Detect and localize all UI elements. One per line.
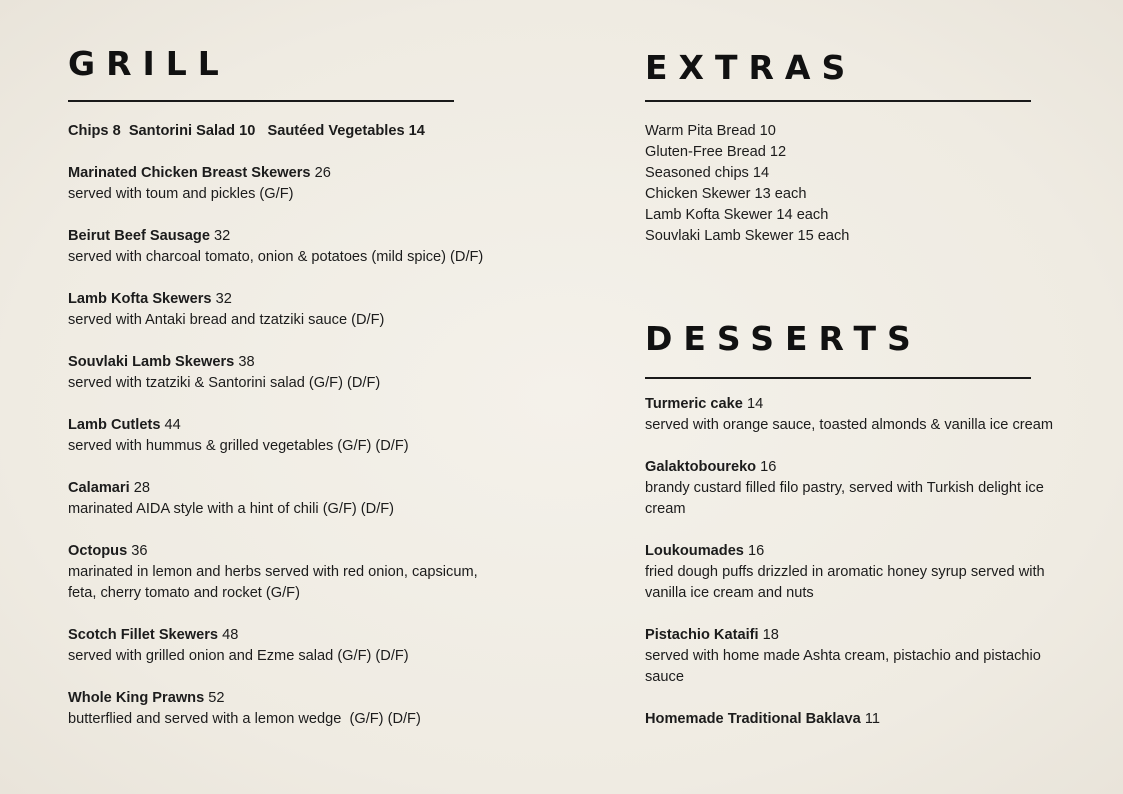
extras-line: Seasoned chips 14 <box>645 165 770 181</box>
item-price: 16 <box>760 459 777 475</box>
item-name: Homemade Traditional Baklava <box>645 711 861 727</box>
item-description: served with grilled onion and Ezme salad (G/F) (D/F) <box>68 648 409 664</box>
item-name: Galaktoboureko <box>645 459 757 475</box>
grill-heading: GRILL <box>68 44 230 83</box>
item-description: served with orange sauce, toasted almonds & vanilla ice cream <box>645 417 1054 433</box>
item-name: Calamari <box>68 480 130 496</box>
menu-item <box>68 415 568 457</box>
item-price: 14 <box>746 396 764 412</box>
item-name: Octopus <box>68 543 128 559</box>
menu-item <box>645 457 1077 520</box>
menu-item <box>68 289 568 331</box>
item-name: Beirut Beef Sausage <box>68 228 210 244</box>
item-price: 52 <box>208 690 225 706</box>
grill-items <box>68 121 568 751</box>
item-name: Whole King Prawns <box>68 690 205 706</box>
item-price: 26 <box>314 165 331 181</box>
grill-divider <box>68 100 454 102</box>
desserts-heading: DESSERTS <box>645 319 922 358</box>
item-price: 36 <box>131 543 148 559</box>
desserts-divider <box>645 377 1031 379</box>
menu-item <box>68 163 568 205</box>
item-description: served with home made Ashta cream, pistachio and pistachio sauce <box>645 648 1041 685</box>
item-description: served with tzatziki & Santorini salad (G/F) (D/F) <box>68 375 381 391</box>
item-price: 32 <box>214 228 231 244</box>
item-name: Scotch Fillet Skewers <box>68 627 219 643</box>
desserts-items <box>645 394 1077 751</box>
menu-item <box>645 541 1077 604</box>
extras-line: Lamb Kofta Skewer 14 each <box>645 207 829 223</box>
menu-item <box>68 625 568 667</box>
item-name: Souvlaki Lamb Skewers <box>68 354 235 370</box>
menu-item <box>68 478 568 520</box>
item-name: Lamb Kofta Skewers <box>68 291 212 307</box>
item-price: 48 <box>222 627 239 643</box>
item-description: marinated AIDA style with a hint of chili (G/F) (D/F) <box>68 501 395 517</box>
menu-item <box>645 709 1077 730</box>
menu-item <box>68 541 568 604</box>
item-name: Turmeric cake <box>645 396 743 412</box>
item-price: 16 <box>748 543 765 559</box>
item-name: Lamb Cutlets <box>68 417 161 433</box>
extras-list <box>645 121 1075 247</box>
item-price: 28 <box>133 480 150 496</box>
item-price: 18 <box>762 627 779 643</box>
extras-line: Souvlaki Lamb Skewer 15 each <box>645 228 850 244</box>
item-name: Marinated Chicken Breast Skewers <box>68 165 311 181</box>
item-description: brandy custard filled filo pastry, served with Turkish delight ice cream <box>645 480 1044 517</box>
item-price: 32 <box>215 291 232 307</box>
item-description: served with toum and pickles (G/F) <box>68 186 294 202</box>
grill-sides-line <box>68 121 568 142</box>
menu-item <box>68 226 568 268</box>
extras-line: Chicken Skewer 13 each <box>645 186 807 202</box>
item-price: 11 <box>864 711 880 727</box>
extras-divider <box>645 100 1031 102</box>
menu-item <box>68 352 568 394</box>
extras-heading: EXTRAS <box>645 48 857 87</box>
item-description: marinated in lemon and herbs served with red onion, capsicum, feta, cherry tomato and rocket (G/F) <box>68 564 478 601</box>
item-name: Loukoumades <box>645 543 744 559</box>
item-description: served with charcoal tomato, onion & potatoes (mild spice) (D/F) <box>68 249 484 265</box>
menu-item <box>645 625 1077 688</box>
extras-line: Warm Pita Bread 10 <box>645 123 776 139</box>
menu-item <box>645 394 1077 436</box>
item-description: served with Antaki bread and tzatziki sauce (D/F) <box>68 312 385 328</box>
item-description: butterflied and served with a lemon wedge (G/F) (D/F) <box>68 711 421 727</box>
item-description: served with hummus & grilled vegetables (G/F) (D/F) <box>68 438 409 454</box>
item-price: 38 <box>238 354 255 370</box>
item-price: 44 <box>164 417 181 433</box>
extras-line: Gluten-Free Bread 12 <box>645 144 787 160</box>
menu-item <box>68 688 568 730</box>
item-description: fried dough puffs drizzled in aromatic honey syrup served with vanilla ice cream and nuts <box>645 564 1045 601</box>
item-name: Pistachio Kataifi <box>645 627 759 643</box>
grill-sides-text: Chips 8 Santorini Salad 10 Sautéed Vegetables 14 <box>68 123 425 139</box>
